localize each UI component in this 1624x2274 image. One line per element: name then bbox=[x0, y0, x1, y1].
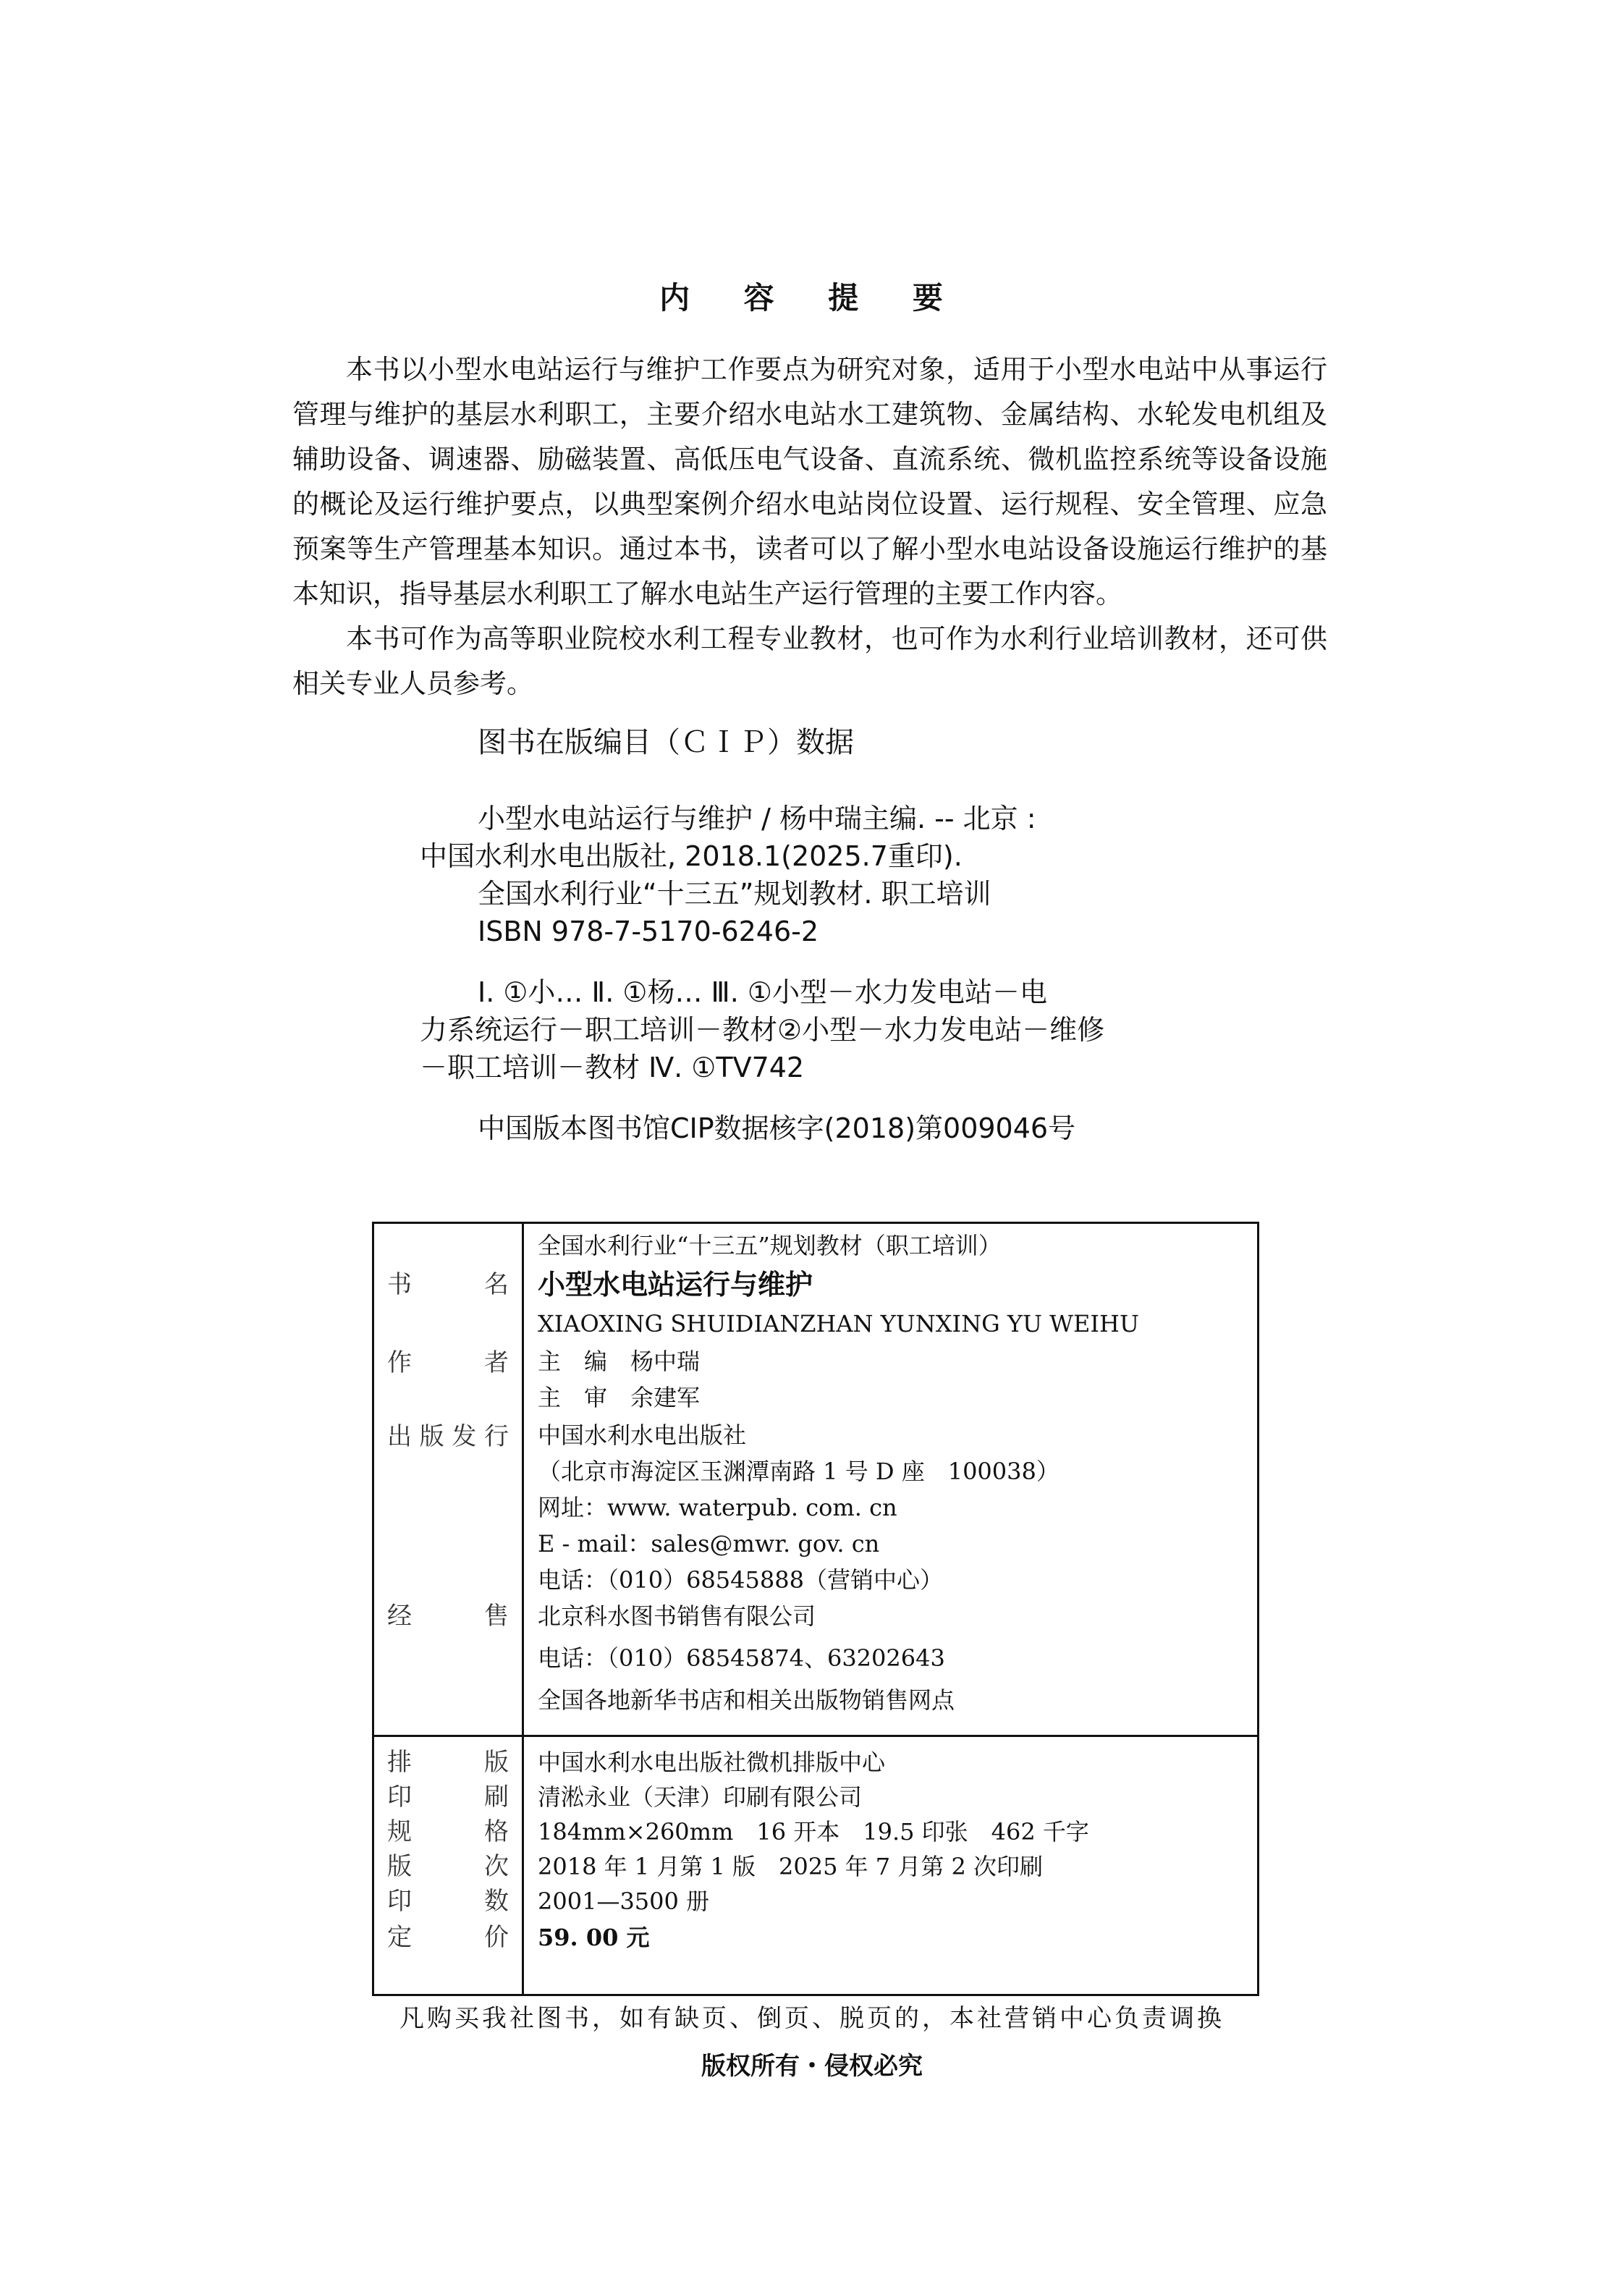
footer-rights: 版权所有・侵权必究 bbox=[701, 2052, 923, 2081]
cip-line: 力系统运行－职工培训－教材②小型－水力发电站－维修 bbox=[420, 1014, 1105, 1046]
publisher-address: （北京市海淀区玉渊潭南路 1 号 D 座 100038） bbox=[538, 1458, 1060, 1485]
label-char: 格 bbox=[484, 1817, 509, 1846]
cip-heading: 图书在版编目（ＣＩＰ）数据 bbox=[478, 726, 854, 759]
label-edition bbox=[387, 1851, 509, 1882]
summary-paragraph: 本书可作为高等职业院校水利工程专业教材，也可作为水利行业培训教材，还可供相关专业人员参考。 bbox=[292, 623, 1327, 699]
label-char: 书 bbox=[387, 1270, 412, 1299]
label-char: 次 bbox=[484, 1852, 509, 1881]
label-char: 者 bbox=[484, 1348, 509, 1377]
label-price bbox=[387, 1922, 509, 1953]
label-printing bbox=[387, 1781, 509, 1813]
label-char: 名 bbox=[484, 1270, 509, 1299]
cip-line: 小型水电站运行与维护 / 杨中瑞主编. -- 北京 : bbox=[478, 803, 1036, 834]
publisher-name: 中国水利水电出版社 bbox=[538, 1421, 747, 1449]
cip-line: 全国水利行业“十三五”规划教材. 职工培训 bbox=[478, 878, 991, 910]
distributor-phone: 电话：（010）68545874、63202643 bbox=[538, 1644, 945, 1672]
label-char: 作 bbox=[387, 1348, 412, 1377]
book-title: 小型水电站运行与维护 bbox=[538, 1269, 813, 1301]
label-char: 售 bbox=[484, 1602, 509, 1631]
label-spec bbox=[387, 1816, 509, 1848]
label-print-run bbox=[387, 1885, 509, 1917]
publisher-email: E - mail：sales@mwr. gov. cn bbox=[538, 1530, 880, 1557]
label-author bbox=[387, 1347, 509, 1379]
label-char: 版 bbox=[419, 1422, 444, 1451]
publisher-phone: 电话：（010）68545888（营销中心） bbox=[538, 1566, 943, 1594]
publication-info-table bbox=[372, 1222, 1259, 1996]
label-char: 定 bbox=[387, 1923, 412, 1952]
printer-value: 清淞永业（天津）印刷有限公司 bbox=[538, 1783, 863, 1811]
cip-line: ISBN 978-7-5170-6246-2 bbox=[478, 916, 819, 947]
cip-line: 中国水利水电出版社, 2018.1(2025.7重印). bbox=[420, 840, 963, 872]
summary-paragraph: 本书以小型水电站运行与维护工作要点为研究对象，适用于小型水电站中从事运行管理与维护的基层水利职工，主要介绍水电站水工建筑物、金属结构、水轮发电机组及辅助设备、调速器、励磁装置、高低压电气设备、直流系统、微机监控系统等设备设施的概论及运行维护要点，以典型案例介绍水电站岗位设置、运行规程、安全管理、应急预案等生产管理基本知识。通过本书，读者可以了解小型水电站设备设施运行维护的基本知识，指导基层水利职工了解水电站生产运行管理的主要工作内容。 bbox=[292, 354, 1327, 609]
label-char: 数 bbox=[484, 1887, 509, 1916]
footer-notice: 凡购买我社图书，如有缺页、倒页、脱页的，本社营销中心负责调换 bbox=[399, 2004, 1225, 2033]
spec-value: 184mm×260mm 16 开本 19.5 印张 462 千字 bbox=[538, 1818, 1089, 1846]
label-char: 出 bbox=[387, 1422, 412, 1451]
label-char: 行 bbox=[483, 1422, 509, 1451]
price-value: 59. 00 元 bbox=[538, 1924, 650, 1951]
distributor-name: 北京科水图书销售有限公司 bbox=[538, 1602, 816, 1630]
label-book-name bbox=[387, 1269, 509, 1301]
label-char: 规 bbox=[387, 1817, 412, 1846]
cip-line: －职工培训－教材 Ⅳ. ①TV742 bbox=[420, 1052, 805, 1083]
cip-line: Ⅰ. ①小… Ⅱ. ①杨… Ⅲ. ①小型－水力发电站－电 bbox=[478, 976, 1047, 1008]
label-char: 版 bbox=[484, 1748, 509, 1777]
cip-number: 中国版本图书馆CIP数据核字(2018)第009046号 bbox=[478, 1112, 1076, 1144]
chief-reviewer: 主 审 余建军 bbox=[538, 1384, 701, 1411]
label-char: 价 bbox=[484, 1923, 509, 1952]
edition-value: 2018 年 1 月第 1 版 2025 年 7 月第 2 次印刷 bbox=[538, 1853, 1044, 1880]
summary-title: 内 容 提 要 bbox=[659, 280, 965, 316]
summary-body bbox=[292, 347, 1327, 706]
label-char: 经 bbox=[387, 1602, 412, 1631]
label-char: 印 bbox=[387, 1887, 412, 1916]
label-char: 发 bbox=[452, 1422, 477, 1451]
label-char: 刷 bbox=[484, 1783, 509, 1812]
table-vertical-divider bbox=[522, 1224, 524, 1994]
chief-editor: 主 编 杨中瑞 bbox=[538, 1348, 701, 1375]
label-distributor bbox=[387, 1600, 509, 1632]
label-char: 排 bbox=[387, 1748, 412, 1777]
publisher-website: 网址：www. waterpub. com. cn bbox=[538, 1494, 897, 1521]
label-typesetting bbox=[387, 1746, 509, 1778]
label-char: 版 bbox=[387, 1852, 412, 1881]
book-title-pinyin: XIAOXING SHUIDIANZHAN YUNXING YU WEIHU bbox=[538, 1310, 1139, 1337]
label-char: 印 bbox=[387, 1783, 412, 1812]
typesetting-value: 中国水利水电出版社微机排版中心 bbox=[538, 1749, 886, 1776]
print-run-value: 2001—3500 册 bbox=[538, 1888, 710, 1915]
series-name: 全国水利行业“十三五”规划教材（职工培训） bbox=[538, 1232, 1002, 1259]
label-publisher bbox=[387, 1421, 509, 1453]
table-horizontal-divider bbox=[374, 1735, 1257, 1737]
distributor-network: 全国各地新华书店和相关出版物销售网点 bbox=[538, 1686, 955, 1714]
